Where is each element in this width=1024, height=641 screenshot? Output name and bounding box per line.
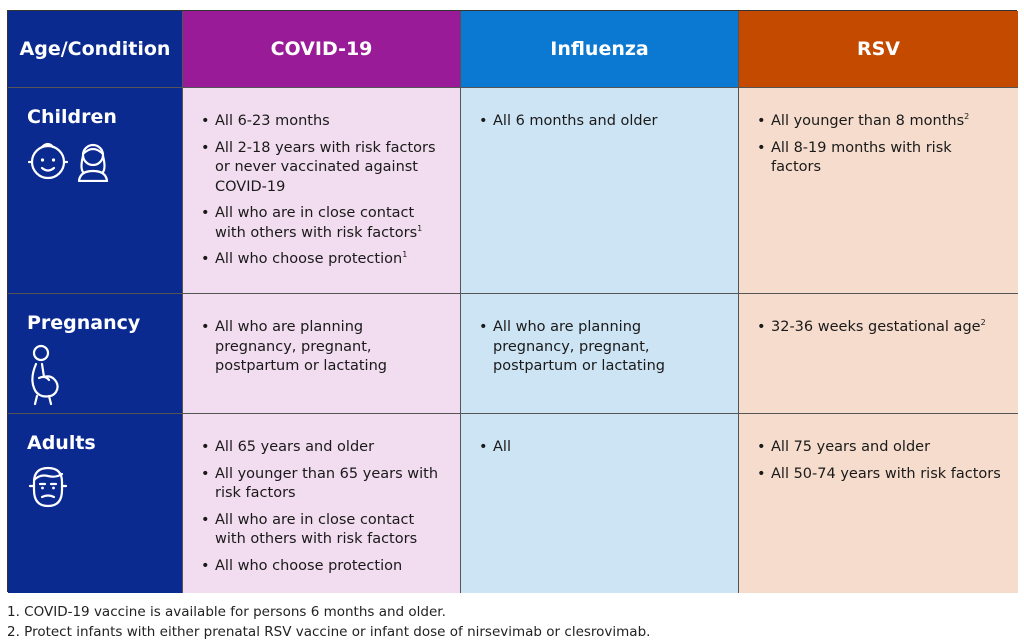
header-covid-label: COVID-19 <box>270 38 373 60</box>
header-rsv <box>739 11 1018 88</box>
list-item: • 32-36 weeks gestational age$^2$ <box>771 318 1004 338</box>
list-item: • All who are in close contact with others with risk factors <box>215 511 446 550</box>
header-influenza-label: Influenza <box>550 38 649 60</box>
header-age-condition <box>8 11 183 88</box>
footnote-ref: 2 <box>980 318 986 328</box>
header-rsv-label: RSV <box>856 38 901 60</box>
row-label-children: Children <box>27 106 117 128</box>
footnote-ref: 1 <box>402 250 408 260</box>
children-rsv-list <box>739 88 1018 178</box>
list-item: • All 6 months and older <box>493 112 724 132</box>
footnote-ref: 1 <box>417 223 423 233</box>
pregnancy-icon <box>27 344 67 406</box>
list-item: • All 75 years and older <box>771 438 1004 458</box>
list-item: • All 50-74 years with risk factors <box>771 465 1004 485</box>
cell-pregnancy-covid <box>183 294 461 414</box>
cell-adults-influenza <box>461 414 739 593</box>
children-influenza-list <box>461 88 738 132</box>
cell-pregnancy-rsv <box>739 294 1018 414</box>
footnote-1: 1. COVID-19 vaccine is available for persons 6 months and older. <box>7 604 446 620</box>
cell-pregnancy-influenza <box>461 294 739 414</box>
row-header-children <box>8 88 183 294</box>
list-item: • All 2-18 years with risk factors or never vaccinated against COVID-19 <box>215 139 446 198</box>
cell-children-rsv <box>739 88 1018 294</box>
header-age-label: Age/Condition <box>19 38 171 60</box>
row-label-adults: Adults <box>27 432 96 454</box>
children-covid-list <box>183 88 460 270</box>
vaccine-table <box>7 10 1017 592</box>
list-item: • All who are in close contact with others with risk factors$^1$ <box>215 204 446 243</box>
row-header-pregnancy <box>8 294 183 414</box>
pregnancy-rsv-list <box>739 294 1018 338</box>
row-header-adults <box>8 414 183 593</box>
row-label-pregnancy: Pregnancy <box>27 312 141 334</box>
list-item: • All 65 years and older <box>215 438 446 458</box>
pregnancy-influenza-list <box>461 294 738 377</box>
cell-adults-covid <box>183 414 461 593</box>
pregnancy-covid-list <box>183 294 460 377</box>
children-icon <box>27 138 117 182</box>
footnote-2: 2. Protect infants with either prenatal RSV vaccine or infant dose of nirsevimab or clesrovimab. <box>7 624 651 640</box>
adult-icon <box>27 464 69 510</box>
adults-rsv-list <box>739 414 1018 484</box>
header-influenza <box>461 11 739 88</box>
footnote-ref: 2 <box>964 112 970 122</box>
list-item: • All younger than 65 years with risk factors <box>215 465 446 504</box>
cell-children-covid <box>183 88 461 294</box>
list-item: • All who choose protection$^1$ <box>215 250 446 270</box>
adults-influenza-list <box>461 414 738 458</box>
list-item: • All who are planning pregnancy, pregnant, postpartum or lactating <box>493 318 724 377</box>
header-covid <box>183 11 461 88</box>
list-item: • All 8-19 months with risk factors <box>771 139 1004 178</box>
cell-adults-rsv <box>739 414 1018 593</box>
list-item: • All who choose protection <box>215 557 446 577</box>
list-item: • All younger than 8 months$^2$ <box>771 112 1004 132</box>
list-item: • All who are planning pregnancy, pregnant, postpartum or lactating <box>215 318 446 377</box>
list-item: • All <box>493 438 724 458</box>
adults-covid-list <box>183 414 460 576</box>
list-item: • All 6-23 months <box>215 112 446 132</box>
cell-children-influenza <box>461 88 739 294</box>
